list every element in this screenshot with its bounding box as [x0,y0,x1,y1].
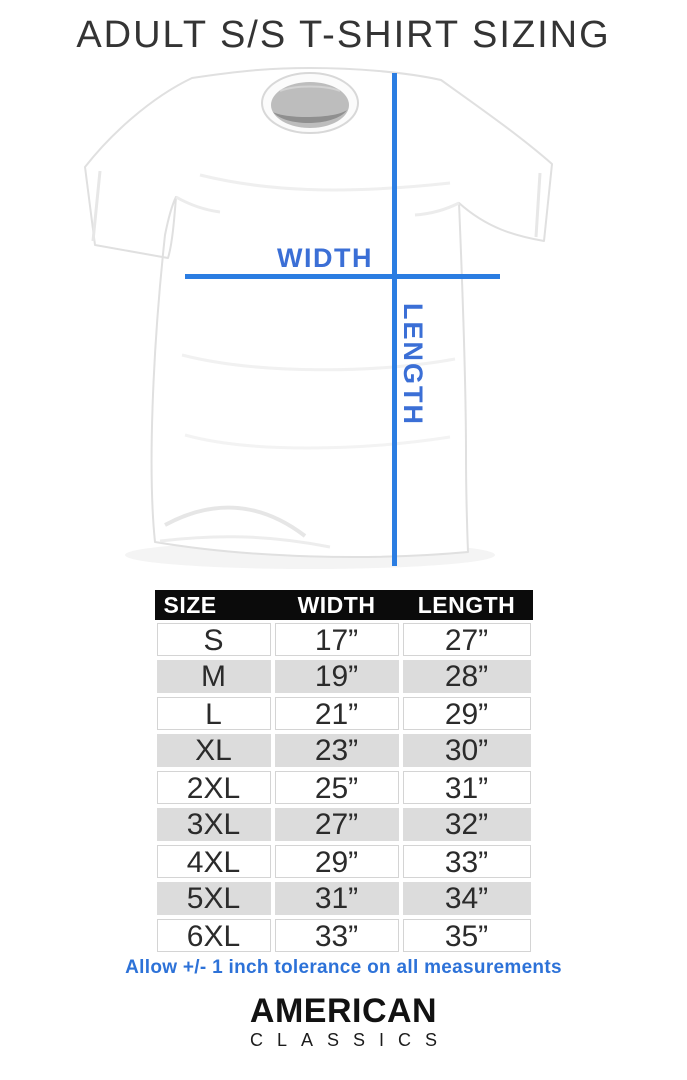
table-cell: 19” [275,660,399,693]
table-row [155,917,533,954]
width-diagram-label: WIDTH [277,243,373,273]
header-width: WIDTH [297,591,376,618]
table-row [155,843,533,880]
table-row [155,695,533,732]
table-cell: 29” [275,845,399,878]
table-cell: 31” [275,882,399,915]
table-cell: 28” [403,660,531,693]
table-cell: XL [157,734,271,767]
tshirt-diagram [0,55,687,575]
table-row [155,880,533,917]
length-diagram-label: LENGTH [398,303,428,426]
table-row [155,621,533,658]
table-cell: 2XL [157,771,271,804]
table-cell: 35” [403,919,531,952]
page-title: ADULT S/S T-SHIRT SIZING [76,14,611,56]
table-cell: 17” [275,623,399,656]
header-size: SIZE [163,591,217,618]
width-measure-line [185,274,500,279]
brand-name-classics: CLASSICS [249,1030,452,1050]
table-cell: 27” [403,623,531,656]
table-row [155,658,533,695]
table-row [155,806,533,843]
table-cell: 21” [275,697,399,730]
table-cell: 34” [403,882,531,915]
table-cell: 3XL [157,808,271,841]
table-cell: 32” [403,808,531,841]
table-cell: 30” [403,734,531,767]
size-table-body [155,621,533,954]
brand-logo [0,992,687,1050]
table-row [155,769,533,806]
table-cell: 23” [275,734,399,767]
table-cell: 33” [275,919,399,952]
table-cell: 31” [403,771,531,804]
table-cell: M [157,660,271,693]
size-table [155,590,533,954]
table-cell: 33” [403,845,531,878]
table-cell: 4XL [157,845,271,878]
table-cell: 5XL [157,882,271,915]
header-length: LENGTH [417,591,516,618]
table-row [155,732,533,769]
table-cell: 29” [403,697,531,730]
tolerance-note: Allow +/- 1 inch tolerance on all measurements [125,957,562,978]
length-measure-line [392,73,397,566]
table-cell: L [157,697,271,730]
table-cell: S [157,623,271,656]
size-table-header [155,590,533,620]
table-cell: 25” [275,771,399,804]
tshirt-illustration [0,55,687,575]
table-cell: 27” [275,808,399,841]
table-cell: 6XL [157,919,271,952]
brand-name-american: AMERICAN [249,992,438,1030]
